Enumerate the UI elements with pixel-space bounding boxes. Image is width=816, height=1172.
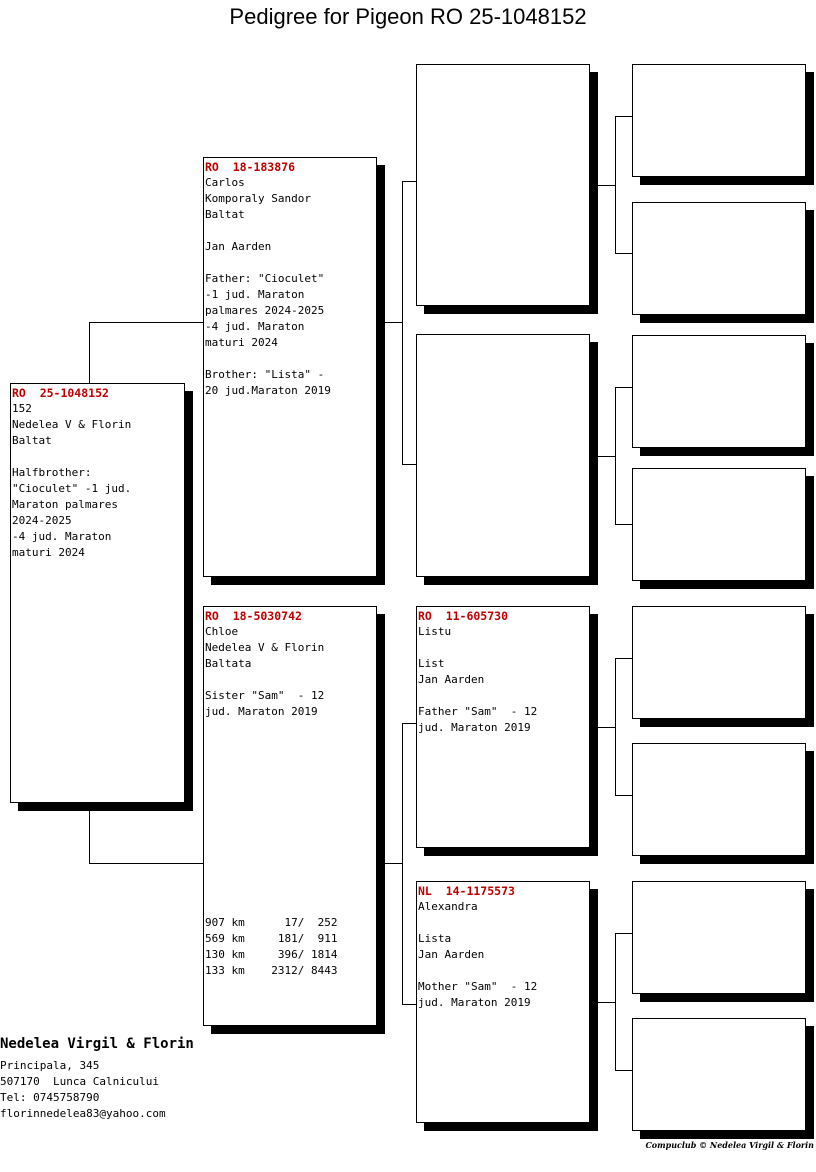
connector-line xyxy=(89,322,203,323)
subject-details: 152 Nedelea V & Florin Baltat Halfbrother: "Cioculet" -1 jud. Maraton palmares 2024-2025 -4 jud. Maraton maturi 2024 xyxy=(12,402,132,559)
subject-ring-number: RO 25-1048152 xyxy=(12,386,109,400)
mother-mother-card[interactable] xyxy=(416,881,590,1123)
connector-line xyxy=(402,464,416,465)
owner-name: Nedelea Virgil & Florin xyxy=(0,1036,194,1052)
connector-line xyxy=(615,933,616,1070)
connector-line xyxy=(615,387,616,524)
mother-race-results: 907 km 17/ 252 569 km 181/ 911 130 km 396/ 1814 133 km 2312/ 8443 xyxy=(205,916,338,977)
connector-line xyxy=(402,1004,416,1005)
connector-line xyxy=(597,456,615,457)
connector-line xyxy=(597,1002,615,1003)
connector-line xyxy=(615,116,616,253)
connector-line xyxy=(597,185,615,186)
father-card[interactable] xyxy=(203,157,377,577)
mother-ring-number: RO 18-5030742 xyxy=(205,609,302,623)
connector-line xyxy=(384,863,402,864)
ggp-card-2[interactable] xyxy=(632,202,806,315)
connector-line xyxy=(615,933,632,934)
father-ring-number: RO 18-183876 xyxy=(205,160,296,174)
owner-address: Principala, 345 507170 Lunca Calnicului Tel: 0745758790 florinnedelea83@yahoo.com xyxy=(0,1059,166,1120)
father-father-card[interactable] xyxy=(416,64,590,306)
connector-line xyxy=(89,810,90,863)
connector-line xyxy=(89,322,90,383)
ggp-card-3[interactable] xyxy=(632,335,806,448)
ggp-card-4[interactable] xyxy=(632,468,806,581)
mother-card[interactable] xyxy=(203,606,377,1026)
ggp-card-1[interactable] xyxy=(632,64,806,177)
connector-line xyxy=(615,1070,632,1071)
mother-details: Chloe Nedelea V & Florin Baltata Sister "Sam" - 12 jud. Maraton 2019 xyxy=(205,625,325,718)
mother-father-ring-number: RO 11-605730 xyxy=(418,609,509,623)
ggp-card-8[interactable] xyxy=(632,1018,806,1131)
ggp-card-5[interactable] xyxy=(632,606,806,719)
mother-mother-ring-number: NL 14-1175573 xyxy=(418,884,515,898)
footer-copyright: Compuclub © Nedelea Virgil & Florin xyxy=(645,1140,814,1150)
connector-line xyxy=(402,723,403,1004)
connector-line xyxy=(615,658,632,659)
connector-line xyxy=(615,387,632,388)
connector-line xyxy=(89,863,203,864)
connector-line xyxy=(402,181,416,182)
mother-father-card[interactable] xyxy=(416,606,590,848)
connector-line xyxy=(384,322,402,323)
connector-line xyxy=(615,658,616,795)
connector-line xyxy=(615,253,632,254)
subject-card[interactable] xyxy=(10,383,185,803)
connector-line xyxy=(597,727,615,728)
connector-line xyxy=(615,795,632,796)
owner-block xyxy=(0,1034,194,1122)
father-details: Carlos Komporaly Sandor Baltat Jan Aarden Father: "Cioculet" -1 jud. Maraton palmares 2024-2025 -4 jud. Maraton maturi 2024 Brother: "Lista" - 20 jud.Maraton 2019 xyxy=(205,176,331,397)
mother-father-details: Listu List Jan Aarden Father "Sam" - 12 jud. Maraton 2019 xyxy=(418,625,538,734)
connector-line xyxy=(402,723,416,724)
connector-line xyxy=(402,181,403,464)
page-title: Pedigree for Pigeon RO 25-1048152 xyxy=(229,4,587,29)
ggp-card-6[interactable] xyxy=(632,743,806,856)
ggp-card-7[interactable] xyxy=(632,881,806,994)
connector-line xyxy=(615,116,632,117)
connector-line xyxy=(615,524,632,525)
father-mother-card[interactable] xyxy=(416,334,590,577)
mother-mother-details: Alexandra Lista Jan Aarden Mother "Sam" - 12 jud. Maraton 2019 xyxy=(418,900,538,1009)
